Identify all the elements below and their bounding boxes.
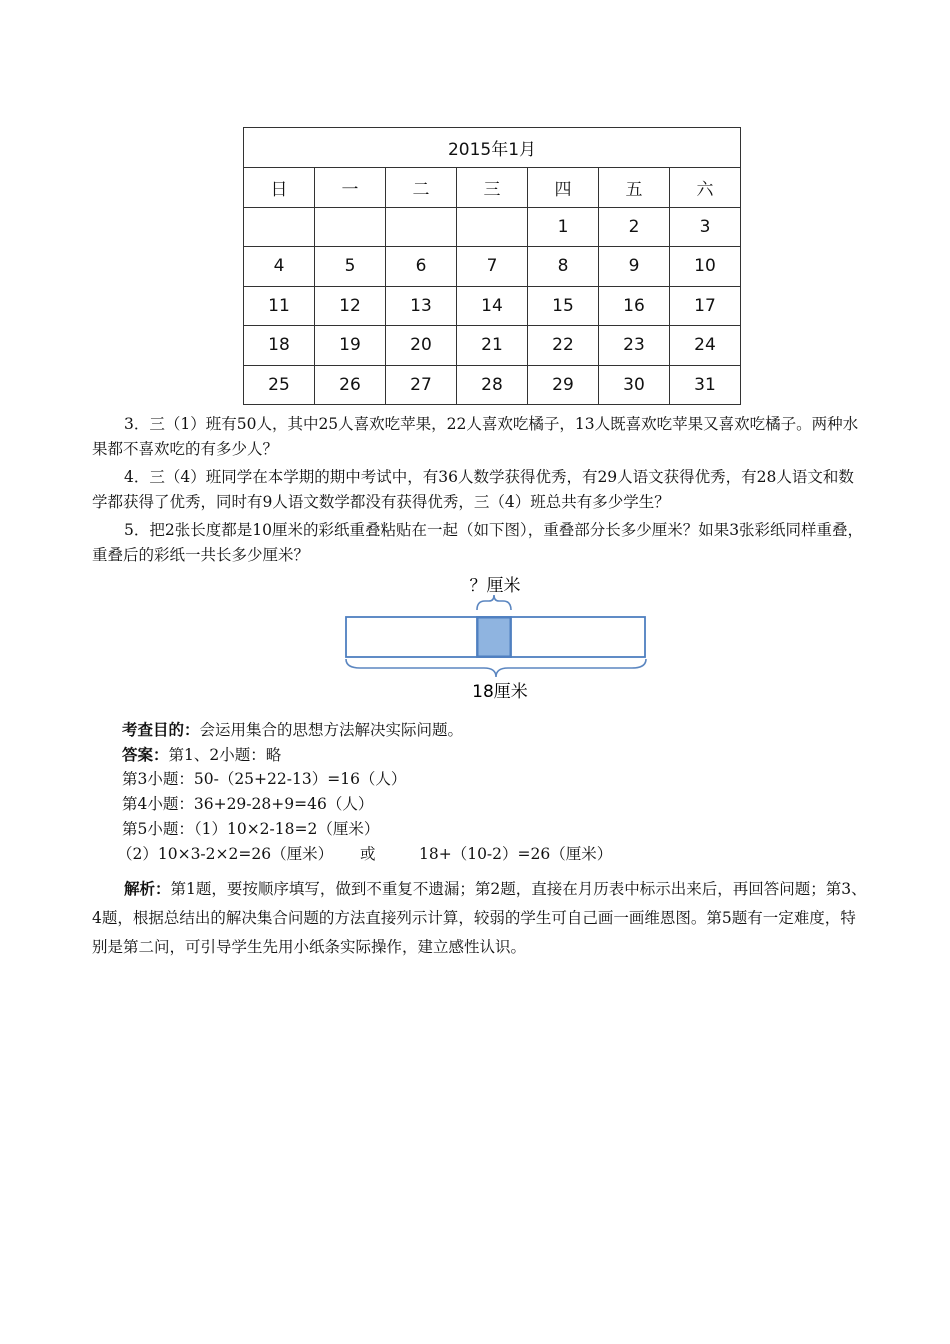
question-4: 4．三（4）班同学在本学期的期中考试中，有36人数学获得优秀，有29人语文获得优秀，有28人语文和数学都获得了优秀，同时有9人语文数学都没有获得优秀，三（4）班总共有多少学生？	[92, 468, 854, 511]
answer-label: 答案	[122, 745, 154, 764]
answer-5a: 第5小题：（1）10×2-18=2（厘米）	[122, 820, 380, 838]
weekday-cell: 六	[670, 168, 741, 208]
calendar-title: 2015年1月	[244, 128, 741, 168]
answer-12: 第1、2小题：略	[168, 746, 282, 764]
date-cell: 22	[528, 326, 599, 366]
weekday-cell: 五	[599, 168, 670, 208]
date-cell: 30	[599, 365, 670, 405]
weekday-cell: 四	[528, 168, 599, 208]
date-cell: 17	[670, 286, 741, 326]
date-cell: 6	[386, 247, 457, 287]
date-cell: 11	[244, 286, 315, 326]
date-cell: 14	[457, 286, 528, 326]
analysis-paragraph: 解析：第1题，要按顺序填写，做到不重复不遗漏；第2题，直接在月历表中标示出来后，再回答问题；第3、4题，根据总结出的解决集合问题的方法直接列示计算，较弱的学生可自己画一画维恩图。第5题有一定难度，特别是第二问，可引导学生先用小纸条实际操作，建立感性认识。	[92, 879, 867, 956]
date-cell: 28	[457, 365, 528, 405]
date-cell: 27	[386, 365, 457, 405]
date-cell: 8	[528, 247, 599, 287]
date-cell: 29	[528, 365, 599, 405]
date-cell: 20	[386, 326, 457, 366]
top-brace	[477, 595, 511, 610]
date-cell: 23	[599, 326, 670, 366]
purpose-text: 会运用集合的思想方法解决实际问题。	[199, 721, 464, 739]
purpose-line: 考查目的：会运用集合的思想方法解决实际问题。	[122, 720, 464, 739]
date-cell: 25	[244, 365, 315, 405]
overlap-length-label: ？厘米	[469, 576, 521, 596]
total-length-label: 18厘米	[472, 682, 528, 702]
answer-3: 第3小题：50-（25+22-13）=16（人）	[122, 770, 407, 788]
weekday-cell: 一	[315, 168, 386, 208]
date-cell: 7	[457, 247, 528, 287]
date-cell: 13	[386, 286, 457, 326]
date-cell: 21	[457, 326, 528, 366]
date-cell: 15	[528, 286, 599, 326]
purpose-label: 考查目的	[122, 720, 185, 739]
analysis-text: 第1题，要按顺序填写，做到不重复不遗漏；第2题，直接在月历表中标示出来后，再回答问题；第3、4题，根据总结出的解决集合问题的方法直接列示计算，较弱的学生可自己画一画维恩图。第5题有一定难度，特别是第二问，可引导学生先用小纸条实际操作，建立感性认识。	[92, 880, 867, 956]
date-cell: 9	[599, 247, 670, 287]
date-cell: 31	[670, 365, 741, 405]
answer-5b-part1: （2）10×3-2×2=26（厘米）	[117, 845, 334, 863]
date-cell: 3	[670, 207, 741, 247]
answer-line: 答案：第1、2小题：略	[122, 745, 282, 764]
date-cell: 1	[528, 207, 599, 247]
date-cell: 16	[599, 286, 670, 326]
answer-5b-or: 或	[360, 845, 376, 863]
analysis-label: 解析	[124, 879, 156, 898]
question-5: 5．把2张长度都是10厘米的彩纸重叠粘贴在一起（如下图），重叠部分长多少厘米？如果3张彩纸同样重叠，重叠后的彩纸一共长多少厘米？	[92, 521, 864, 564]
question-3: 3．三（1）班有50人，其中25人喜欢吃苹果，22人喜欢吃橘子，13人既喜欢吃苹果又喜欢吃橘子。两种水果都不喜欢吃的有多少人？	[92, 415, 859, 458]
date-cell: 2	[599, 207, 670, 247]
date-cell: 24	[670, 326, 741, 366]
date-cell: 18	[244, 326, 315, 366]
overlap-region	[478, 618, 510, 656]
date-cell: 10	[670, 247, 741, 287]
bottom-brace	[346, 659, 646, 677]
date-cell: 19	[315, 326, 386, 366]
date-cell: 26	[315, 365, 386, 405]
answer-5b-part2: 18+（10-2）=26（厘米）	[419, 845, 613, 863]
weekday-cell: 三	[457, 168, 528, 208]
date-cell: 5	[315, 247, 386, 287]
weekday-cell: 二	[386, 168, 457, 208]
weekday-cell: 日	[244, 168, 315, 208]
answer-4: 第4小题：36+29-28+9=46（人）	[122, 795, 374, 813]
date-cell: 4	[244, 247, 315, 287]
date-cell: 12	[315, 286, 386, 326]
